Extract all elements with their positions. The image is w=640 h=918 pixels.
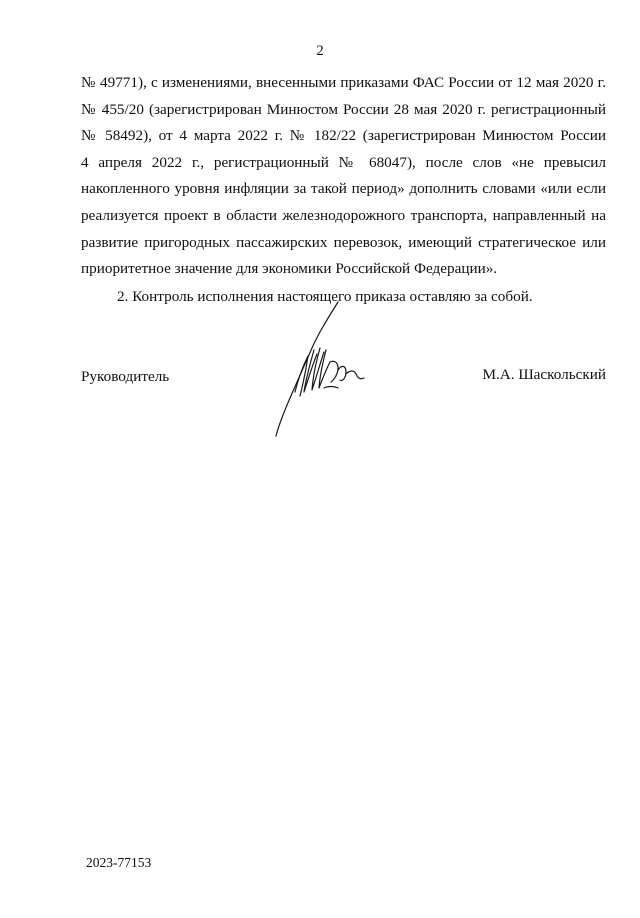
handwritten-signature	[268, 300, 368, 438]
paragraph-2: 2. Контроль исполнения настоящего приказа оставляю за собой.	[117, 288, 533, 305]
registration-number: 2023-77153	[86, 855, 152, 870]
signatory-role: Руководитель	[81, 368, 170, 385]
paragraph-1-line: № 49771), с изменениями, внесенными приказами ФАС России от 12 мая 2020 г.	[81, 74, 606, 91]
signatory-name: М.А. Шаскольский	[482, 366, 606, 383]
paragraph-1-line: приоритетное значение для экономики Российской Федерации».	[81, 260, 498, 278]
paragraph-1-line: развитие пригородных пассажирских перевозок, имеющий стратегическое или	[81, 233, 606, 251]
page-number: 2	[316, 43, 324, 59]
paragraph-1-line: № 455/20 (зарегистрирован Минюстом России 28 мая 2020 г. регистрационный	[81, 100, 606, 118]
paragraph-1	[81, 70, 606, 283]
paragraph-1-line: 4 апреля 2022 г., регистрационный № 68047), после слов «не превысил	[81, 153, 606, 171]
paragraph-1-line: накопленного уровня инфляции за такой период» дополнить словами «или если	[81, 180, 606, 198]
paragraph-1-line: реализуется проект в области железнодорожного транспорта, направленный на	[81, 206, 606, 224]
paragraph-1-line: № 58492), от 4 марта 2022 г. № 182/22 (зарегистрирован Минюстом России	[81, 127, 606, 145]
